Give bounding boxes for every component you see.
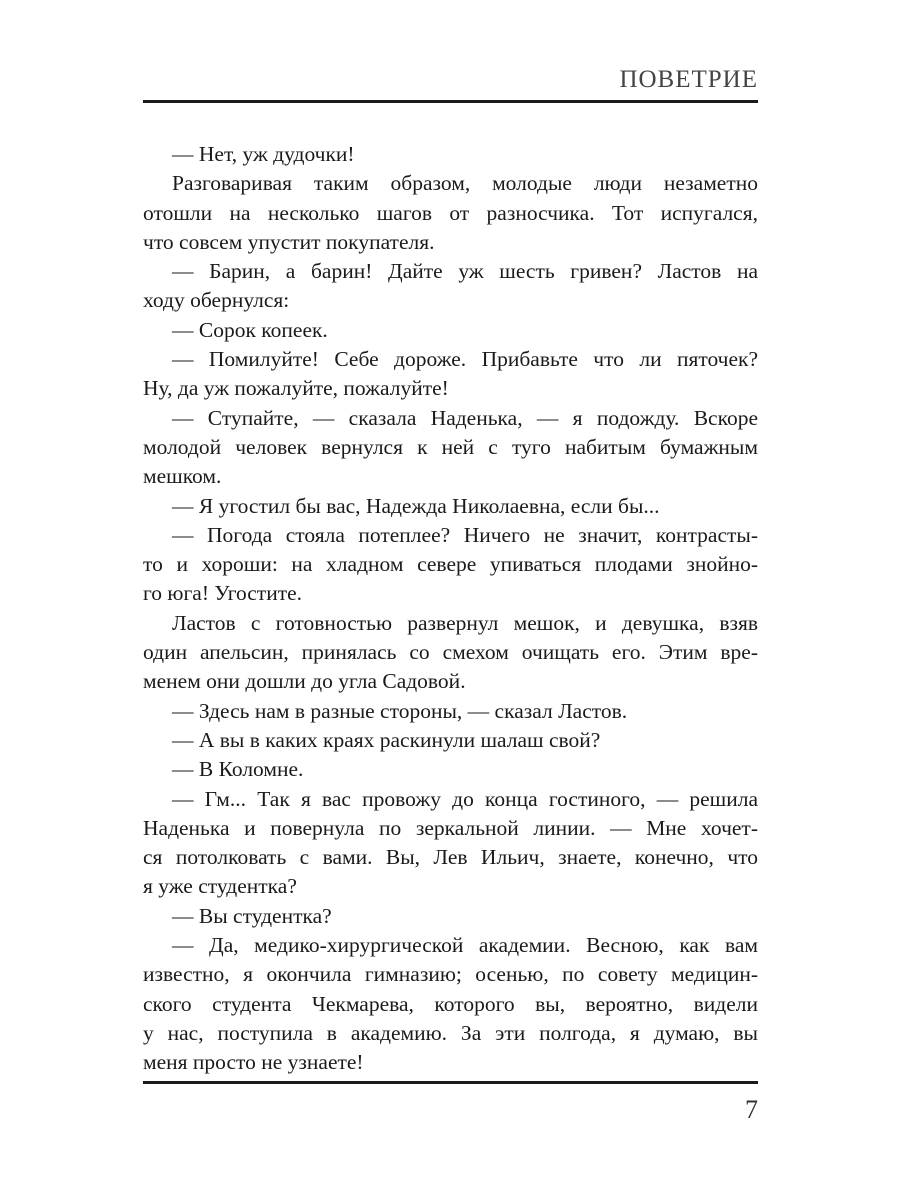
text-line: меня просто не узнаете! xyxy=(143,1050,364,1075)
text-line: Наденька и повернула по зеркальной линии. — Мне хочет- xyxy=(143,815,758,840)
paragraph xyxy=(143,726,758,755)
paragraph xyxy=(143,169,758,257)
header-rule xyxy=(143,100,758,103)
text-line: что совсем упустит покупателя. xyxy=(143,229,435,254)
text-line: — Сорок копеек. xyxy=(172,317,328,342)
text-line: я уже студентка? xyxy=(143,874,297,899)
text-line: го юга! Угостите. xyxy=(143,581,303,606)
text-line: молодой человек вернулся к ней с туго набитым бумажным xyxy=(143,434,758,459)
paragraph xyxy=(143,257,758,316)
paragraph xyxy=(143,931,758,1077)
text-line: — Здесь нам в разные стороны, — сказал Ластов. xyxy=(172,698,628,723)
paragraph xyxy=(143,345,758,404)
text-line: Разговаривая таким образом, молодые люди незаметно xyxy=(172,171,758,196)
text-line: ся потолковать с вами. Вы, Лев Ильич, знаете, конечно, что xyxy=(143,845,758,870)
paragraph xyxy=(143,902,758,931)
text-line: мешком. xyxy=(143,464,222,489)
paragraph xyxy=(143,755,758,784)
body-text xyxy=(143,140,758,1078)
text-line: — Ступайте, — сказала Наденька, — я подожду. Вскоре xyxy=(172,405,758,430)
text-line: ского студента Чекмарева, которого вы, вероятно, видели xyxy=(143,991,758,1016)
text-line: менем они дошли до угла Садовой. xyxy=(143,669,466,694)
text-line: Ластов с готовностью развернул мешок, и девушка, взяв xyxy=(172,610,758,635)
text-line: у нас, поступила в академию. За эти полгода, я думаю, вы xyxy=(143,1020,758,1045)
paragraph xyxy=(143,404,758,492)
text-line: — В Коломне. xyxy=(172,757,304,782)
paragraph xyxy=(143,521,758,609)
paragraph xyxy=(143,697,758,726)
paragraph xyxy=(143,316,758,345)
text-line: — А вы в каких краях раскинули шалаш свой? xyxy=(172,727,601,752)
paragraph xyxy=(143,140,758,169)
paragraph xyxy=(143,785,758,902)
text-line: — Вы студентка? xyxy=(172,903,332,928)
text-line: ходу обернулся: xyxy=(143,288,290,313)
text-line: отошли на несколько шагов от разносчика. Тот испугался, xyxy=(143,200,758,225)
text-line: — Погода стояла потеплее? Ничего не значит, контрасты- xyxy=(172,522,758,547)
text-line: то и хороши: на хладном севере упиваться плодами знойно- xyxy=(143,552,758,577)
footer-rule xyxy=(143,1081,758,1084)
text-line: — Я угостил бы вас, Надежда Николаевна, если бы... xyxy=(172,493,660,518)
text-line: — Помилуйте! Себе дороже. Прибавьте что ли пяточек? xyxy=(172,347,758,372)
paragraph xyxy=(143,492,758,521)
text-line: Ну, да уж пожалуйте, пожалуйте! xyxy=(143,376,449,401)
text-line: — Гм... Так я вас провожу до конца гостиного, — решила xyxy=(172,786,758,811)
paragraph xyxy=(143,609,758,697)
text-line: — Да, медико-хирургической академии. Весною, как вам xyxy=(172,933,758,958)
text-line: — Барин, а барин! Дайте уж шесть гривен? Ластов на xyxy=(172,259,758,284)
page-number: 7 xyxy=(745,1095,758,1124)
text-line: известно, я окончила гимназию; осенью, по совету медицин- xyxy=(143,962,758,987)
text-line: один апельсин, принялась со смехом очищать его. Этим вре- xyxy=(143,640,758,665)
text-line: — Нет, уж дудочки! xyxy=(172,142,355,166)
running-title: ПОВЕТРИЕ xyxy=(619,66,758,93)
